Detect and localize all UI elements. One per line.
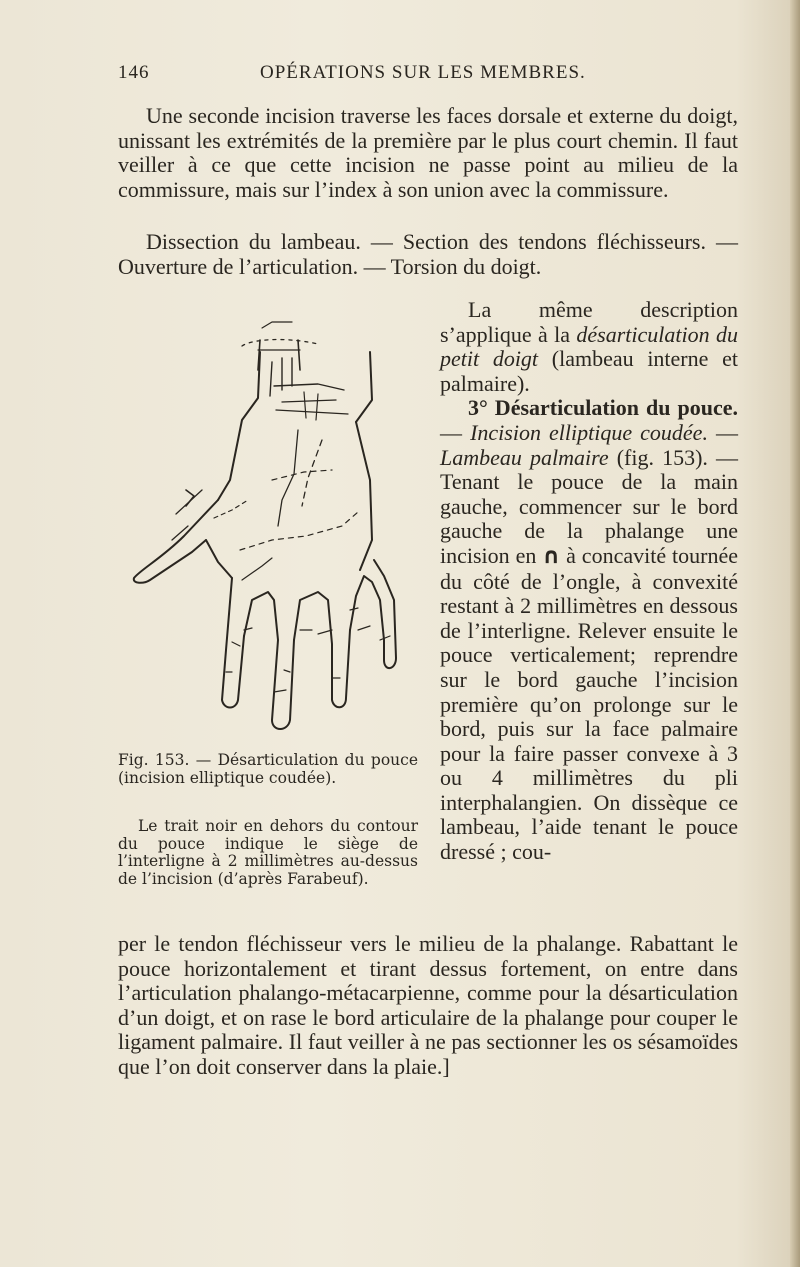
page-header <box>118 62 738 88</box>
text-column <box>440 298 738 865</box>
running-title: OPÉRATIONS SUR LES MEMBRES. <box>260 62 586 83</box>
italic-term: désarticulation du petit doigt <box>440 321 738 372</box>
section-pouce: 3° Désarticulation du pouce. — Incision elliptique coudée. — Lambeau palmaire (fig. 153). — Tenant le pouce de la main gauche, commencer sur le bord gauche de la phalange une incision en ∩ à concavité tournée du côté de l’ongle, à convexité restant à 2 millimètres en dessous de l’interligne. Relever ensuite le pouce verticalement; reprendre sur le bord gauche l’incision première qu’on prolonge sur le bord, puis sur la face palmaire pour la faire passer convexe à 3 ou 4 millimètres du pli interphalangien. On dissèque ce lambeau, l’aide tenant le pouce dressé ; cou- <box>440 395 739 865</box>
italic-lambeau: Lambeau palmaire <box>440 444 609 470</box>
paragraph-tendon: per le tendon fléchisseur vers le milieu de la phalange. Rabattant le pouce horizontalement et tirant dessus fortement, on entre dans l’articulation phalango-métacarpienne, comme pour la désarticulation d’un doigt, et on rase le bord articulaire de la phalange pour couper le ligament palmaire. Il faut veiller à ne pas sectionner les os sésamoïdes que l’on doit conserver dans la plaie.] <box>118 931 738 1079</box>
section-heading: 3° Désarticulation du pouce. <box>468 395 738 421</box>
hand-illustration <box>122 300 418 740</box>
figure-caption: Fig. 153. — Désarticulation du pouce (incision elliptique coudée). <box>118 751 418 787</box>
italic-incision: Incision elliptique coudée. <box>470 419 708 445</box>
paragraph-petit-doigt: La même description s’applique à la désarticulation du petit doigt (lambeau interne et palmaire). <box>440 297 738 396</box>
paragraph-dissection: Dissection du lambeau. — Section des tendons fléchisseurs. — Ouverture de l’articulation. — Torsion du doigt. <box>118 229 738 279</box>
figure-note: Le trait noir en dehors du contour du pouce indique le siège de l’interligne à 2 millimètres au-dessus de l’incision (d’après Farabeuf). <box>118 817 418 888</box>
page-number: 146 <box>118 62 150 83</box>
paragraph-incision: Une seconde incision traverse les faces dorsale et externe du doigt, unissant les extrémités de la première par le plus court chemin. Il faut veiller à ce que cette incision ne passe point au milieu de la commissure, mais sur l’index à son union avec la commissure. <box>118 103 738 202</box>
page-edge <box>790 0 800 1267</box>
incision-symbol: ∩ <box>542 543 561 569</box>
